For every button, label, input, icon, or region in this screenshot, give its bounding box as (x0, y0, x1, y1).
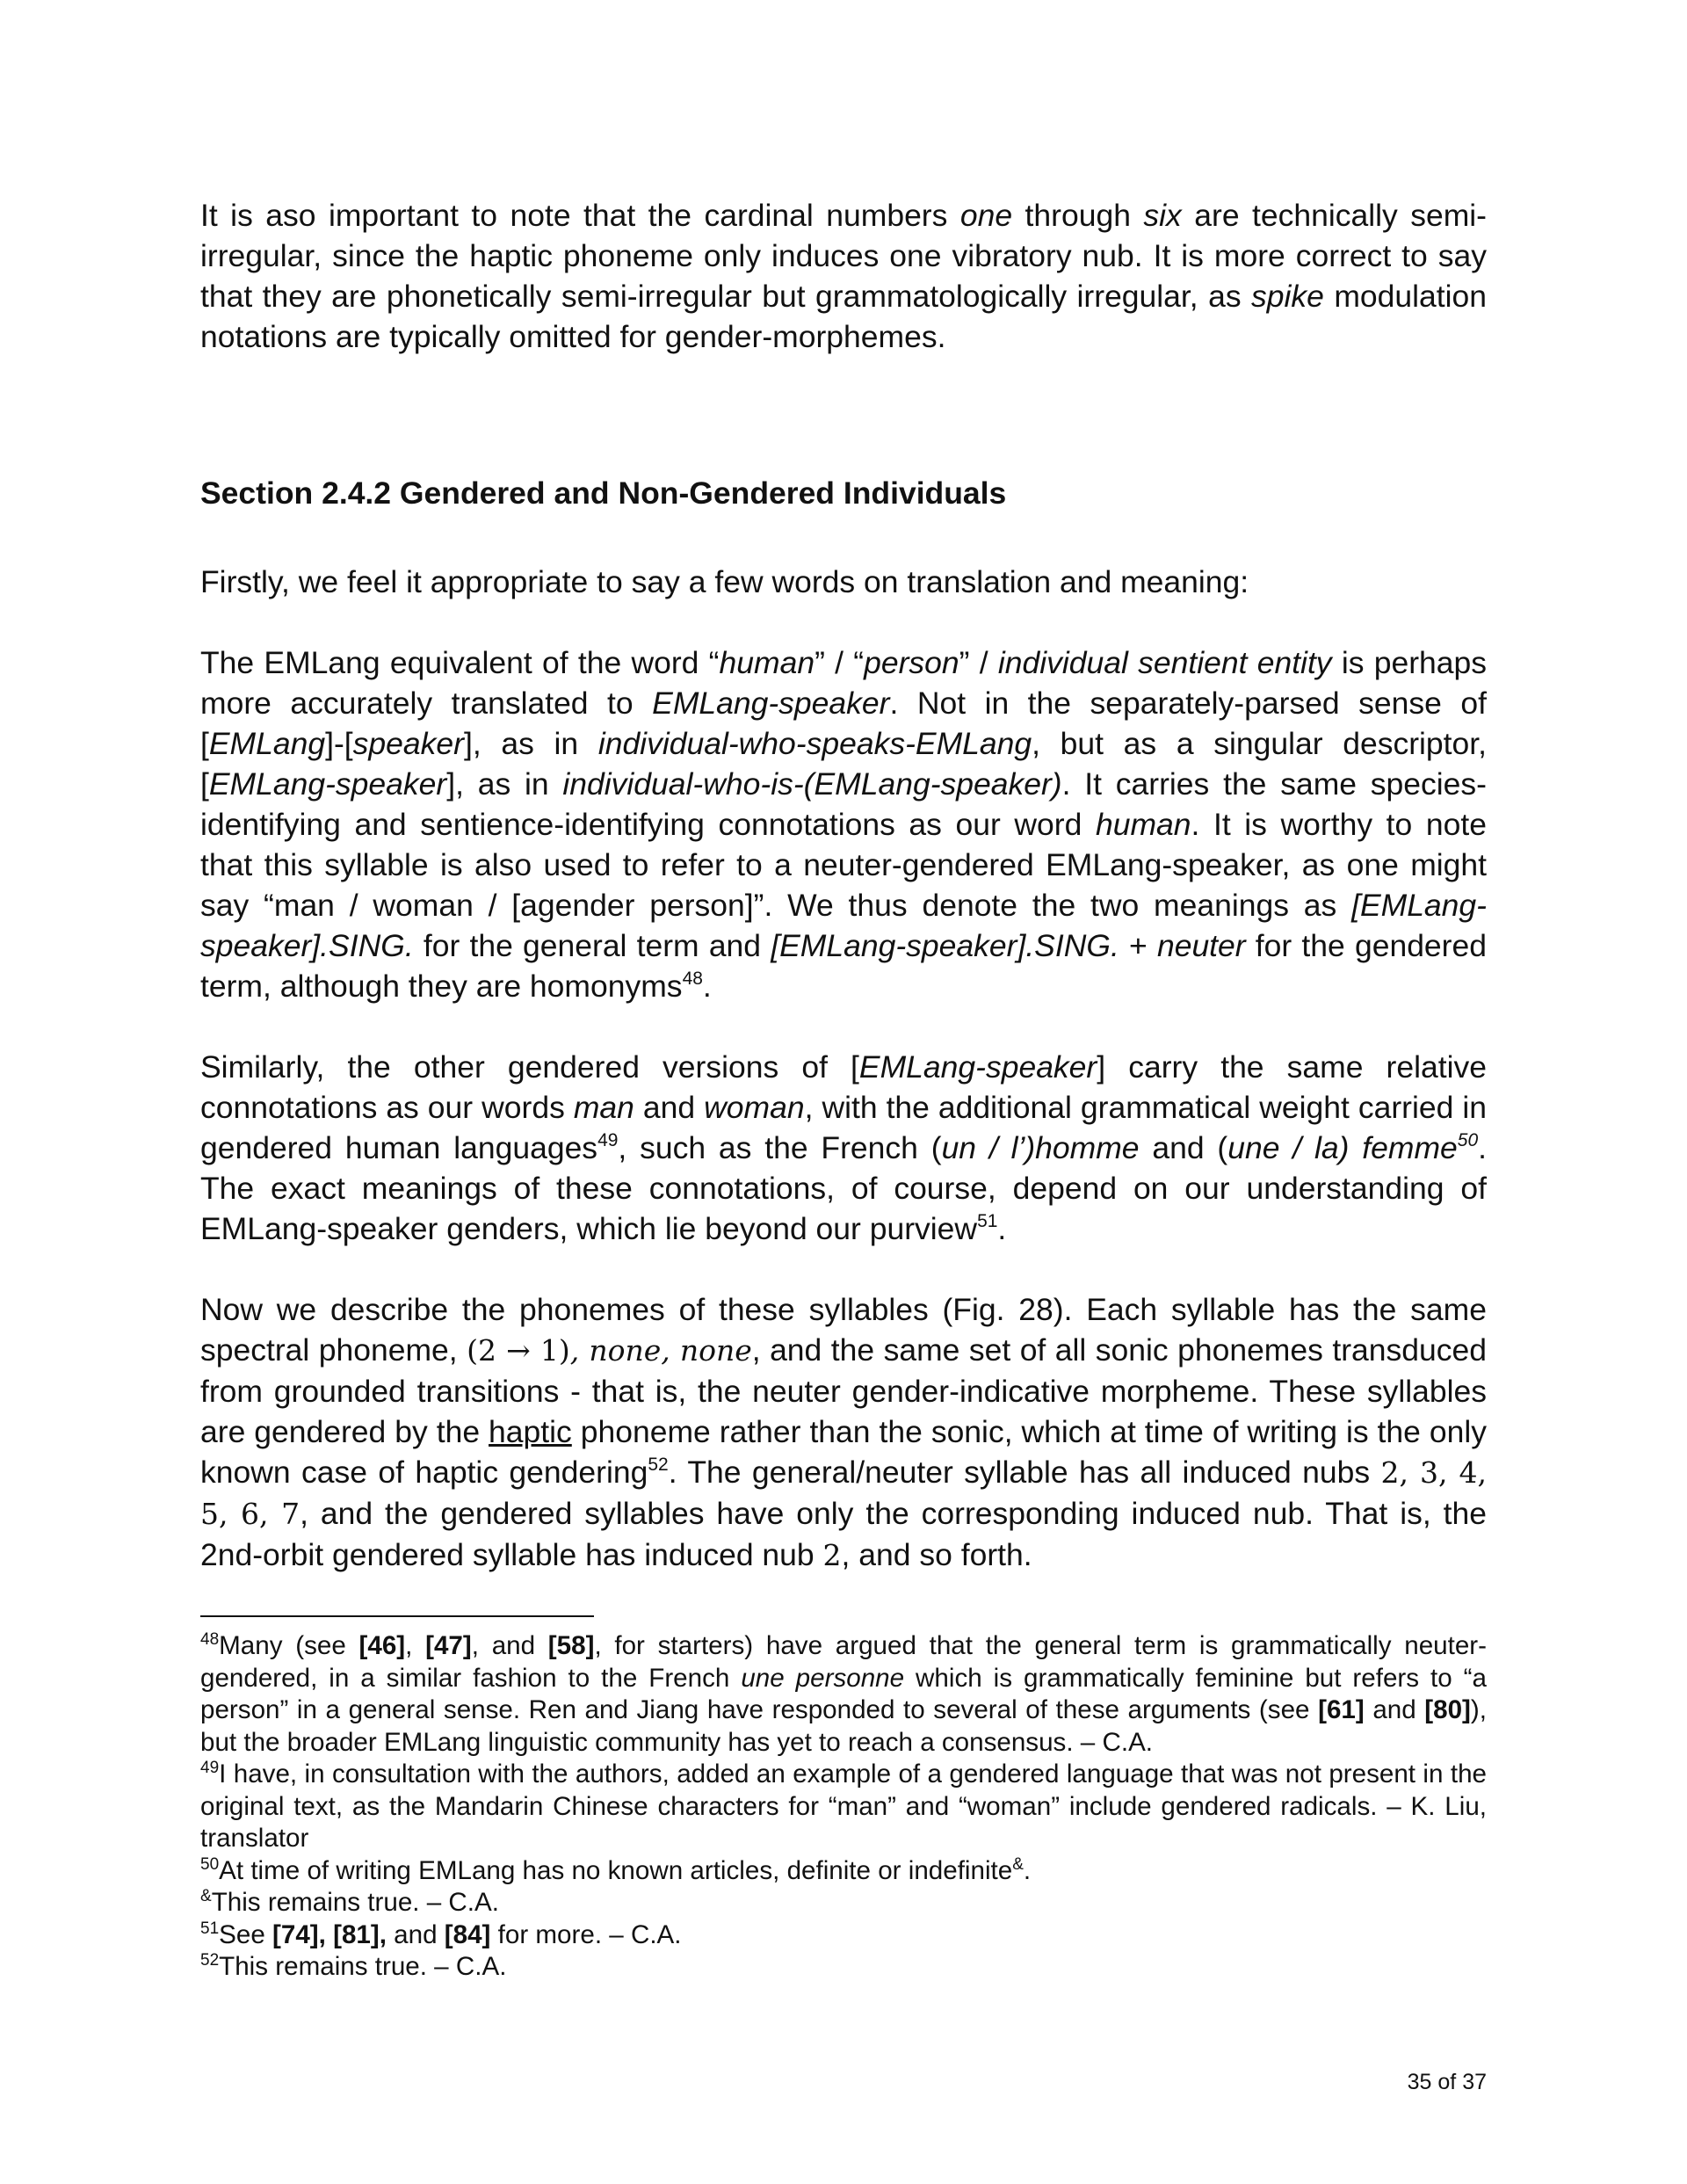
italic-term: EMLang-speaker (208, 766, 447, 802)
footnote-51 (200, 1919, 1487, 1952)
footnote-divider (200, 1615, 594, 1617)
paragraph-similarly (200, 1047, 1487, 1249)
text-run: for the gendered term, although they are homonyms (200, 928, 1487, 1004)
citation-link[interactable]: [47] (425, 1631, 472, 1660)
text-run: . The exact meanings of these connotations, of course, depend on our understanding of EMLang-speaker genders, which lie beyond our purview (200, 1130, 1487, 1246)
citation-link[interactable]: [46] (358, 1631, 406, 1660)
text-run: and ( (1139, 1130, 1228, 1165)
italic-term: [EMLang-speaker].SING. (771, 928, 1119, 963)
text-run: , and (471, 1631, 548, 1660)
text-run: . (702, 969, 712, 1004)
footnote-ref-49[interactable]: 49 (597, 1130, 619, 1150)
text-run: modulation notations are typically omitted for gender-morphemes. (200, 279, 1487, 354)
text-run: . Not in the separately-parsed sense of [ (200, 686, 1487, 761)
text-run: It is aso important to note that the cardinal numbers (200, 198, 960, 233)
footnote-49 (200, 1759, 1487, 1855)
underlined-term: haptic (489, 1414, 572, 1449)
footnote-52 (200, 1951, 1487, 1984)
text-run: Similarly, the other gendered versions of [ (200, 1049, 859, 1085)
text-run: Now we describe the phonemes of these syllables (Fig. 28). Each syllable has the same spectral phoneme, (200, 1292, 1487, 1368)
text-run: The EMLang equivalent of the word “ (200, 645, 720, 680)
paragraph-emlang-equivalent (200, 642, 1487, 1006)
italic-term: individual sentient entity (997, 645, 1332, 680)
footnote-ref-48[interactable]: 48 (682, 969, 703, 989)
italic-term: une / la) femme (1227, 1130, 1458, 1165)
italic-term: woman (704, 1090, 805, 1125)
math-none: none, none (589, 1333, 752, 1368)
text-run: . The general/neuter syllable has all induced nubs (668, 1455, 1381, 1490)
math-separator: , (569, 1333, 590, 1368)
italic-term: EMLang-speaker (858, 1049, 1097, 1085)
footnote-ref-50[interactable]: 50 (1457, 1130, 1479, 1150)
italic-term: individual-who-is-(EMLang-speaker) (562, 766, 1062, 802)
italic-term: six (1143, 198, 1182, 233)
citation-link[interactable]: [84] (444, 1919, 491, 1949)
document-page (200, 195, 1487, 1576)
text-run: , and so forth. (841, 1537, 1032, 1572)
text-run: , such as the French ( (618, 1130, 942, 1165)
footnote-number: 48 (200, 1630, 220, 1649)
text-run: , and the gendered syllables have only the corresponding induced nub. That is, the 2nd-orbit gendered syllable has induced nub (200, 1496, 1487, 1572)
math-tuple: (2 → 1) (467, 1333, 570, 1368)
italic-term: EMLang (208, 726, 326, 761)
text-run: ” / “ (815, 645, 865, 680)
footnote-number: 50 (200, 1854, 220, 1874)
citation-link[interactable]: [58] (547, 1631, 595, 1660)
italic-term: une personne (741, 1663, 905, 1693)
citation-link[interactable]: [80] (1424, 1695, 1471, 1724)
text-run: . (997, 1211, 1007, 1246)
footnote-amp (200, 1887, 1487, 1919)
italic-term: human (1095, 807, 1191, 842)
footnote-50 (200, 1855, 1487, 1888)
footnote-number: 49 (200, 1759, 220, 1777)
footnote-number: & (200, 1887, 212, 1905)
italic-term: un / l’)homme (941, 1130, 1140, 1165)
italic-term: EMLang-speaker (652, 686, 890, 721)
text-run: and (1364, 1695, 1425, 1724)
italic-term: speaker (352, 726, 464, 761)
italic-term: person (864, 645, 959, 680)
text-run: ], as in (446, 766, 563, 802)
text-run: , but as a singular descriptor, [ (200, 726, 1487, 802)
text-run: ]-[ (325, 726, 353, 761)
citation-link[interactable]: [61] (1318, 1695, 1365, 1724)
text-run: ” / (959, 645, 998, 680)
italic-term: spike (1251, 279, 1324, 314)
italic-term: human (719, 645, 815, 680)
page-number: 35 of 37 (1407, 2070, 1487, 2094)
text-run: for the general term and (413, 928, 771, 963)
text-run: ], as in (463, 726, 598, 761)
text-run: is perhaps more accurately translated to (200, 645, 1488, 721)
text-run: are technically semi-irregular, since the haptic phoneme only induces one vibratory nub. It is more correct to say that they are phonetically semi-irregular but grammatologically irregular, as (200, 198, 1487, 314)
text-run: This remains true. – C.A. (211, 1888, 499, 1917)
text-run: through (1012, 198, 1144, 233)
math-two: 2 (822, 1538, 842, 1572)
text-run: I have, in consultation with the authors, added an example of a gendered language that was not present in the original text, as the Mandarin Chinese characters for “man” and “woman” include gendered radicals. – K. Liu, translator (200, 1760, 1487, 1853)
text-run: At time of writing EMLang has no known articles, definite or indefinite (219, 1855, 1013, 1885)
footnote-48 (200, 1630, 1487, 1759)
text-run: , with the additional grammatical weight carried in gendered human languages (200, 1090, 1487, 1165)
text-run: for more. – C.A. (490, 1919, 682, 1949)
paragraph-phonemes (200, 1289, 1487, 1576)
italic-term: [EMLang-speaker].SING. (200, 888, 1487, 963)
text-run: which is grammatically feminine but refers to “a person” in a general sense. Ren and Jiang have responded to several of these arguments (see (200, 1663, 1487, 1724)
italic-term: neuter (1156, 928, 1246, 963)
text-run: . It carries the same species-identifying and sentience-identifying connotations as our word (200, 766, 1487, 842)
text-run: . It is worthy to note that this syllable is also used to refer to a neuter-gendered EMLang-speaker, as one might say “man / woman / [agender person]”. We thus denote the two meanings as (200, 807, 1487, 923)
text-run: , for starters) have argued that the general term is grammatically neuter-gendered, in a similar fashion to the French (200, 1631, 1488, 1693)
footnote-number: 51 (200, 1919, 220, 1938)
text-run: and (386, 1919, 445, 1949)
footnote-number: 52 (200, 1951, 220, 1970)
text-run: This remains true. – C.A. (219, 1952, 507, 1981)
italic-term: man (573, 1090, 634, 1125)
text-run: , and the same set of all sonic phonemes transduced from grounded transitions - that is, the neuter gender-indicative morpheme. These syllables are gendered by the (200, 1332, 1487, 1449)
footnote-ref-51[interactable]: 51 (977, 1211, 998, 1231)
text-run: and (634, 1090, 705, 1125)
text-run: phoneme rather than the sonic, which at time of writing is the only known case of haptic gendering (200, 1414, 1487, 1490)
italic-term: individual-who-speaks-EMLang (597, 726, 1032, 761)
citation-link[interactable]: [74], [81], (272, 1919, 387, 1949)
text-run: ), but the broader EMLang linguistic community has yet to reach a consensus. – C.A. (200, 1695, 1487, 1757)
text-run: , (405, 1631, 426, 1660)
italic-term: one (959, 198, 1013, 233)
paragraph-firstly: Firstly, we feel it appropriate to say a few words on translation and meaning: (200, 564, 1249, 599)
footnote-ref-amp[interactable]: & (1012, 1854, 1024, 1874)
text-run: See (219, 1919, 273, 1949)
text-run: . (1023, 1855, 1032, 1885)
text-run: ] carry the same relative connotations as our words (200, 1049, 1487, 1125)
math-nubs: 2, 3, 4, 5, 6, 7 (200, 1455, 1488, 1531)
footnotes-section (200, 1630, 1487, 1984)
paragraph-cardinal-numbers (200, 195, 1487, 357)
section-heading: Section 2.4.2 Gendered and Non-Gendered Individuals (200, 475, 1007, 511)
footnote-ref-52[interactable]: 52 (648, 1455, 669, 1475)
text-run: Many (see (219, 1631, 359, 1660)
text-run: + (1119, 928, 1157, 963)
